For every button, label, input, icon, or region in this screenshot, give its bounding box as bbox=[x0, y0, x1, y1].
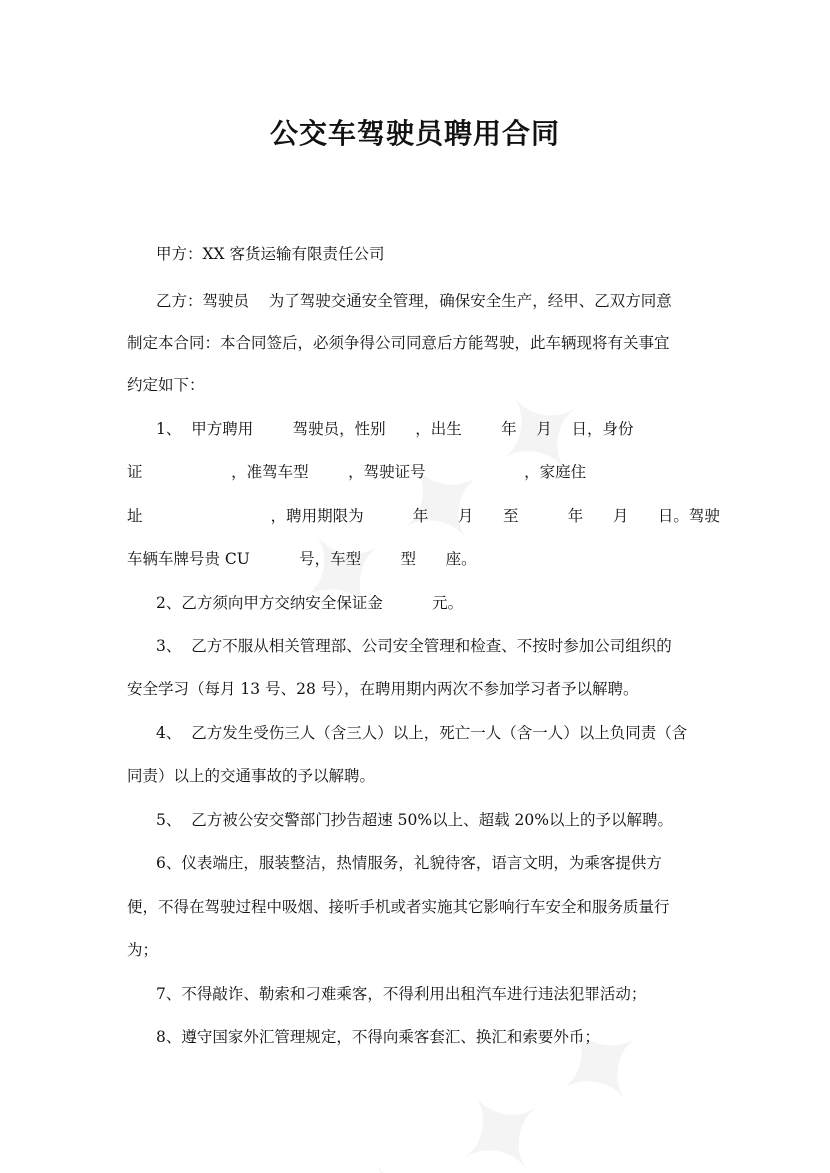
clause-4-line: 4、 乙方发生受伤三人（含三人）以上，死亡一人（含一人）以上负同责（含 bbox=[156, 724, 688, 742]
party-b-line: 乙方：驾驶员 为了驾驶交通安全管理，确保安全生产，经甲、乙双方同意 bbox=[156, 292, 672, 310]
document-title: 公交车驾驶员聘用合同 bbox=[269, 117, 560, 150]
clause-4-line: 同责）以上的交通事故的予以解聘。 bbox=[127, 767, 376, 785]
paragraph-line: 制定本合同：本合同签后，必须争得公司同意后方能驾驶，此车辆现将有关事宜 bbox=[127, 334, 670, 352]
clause-1-line: 址 ，聘用期限为 年 月 至 年 月 日。驾驶 bbox=[127, 507, 720, 525]
clause-3-line: 安全学习（每月 13 号、28 号），在聘用期内两次不参加学习者予以解聘。 bbox=[127, 680, 639, 698]
clause-2-line: 2、乙方须向甲方交纳安全保证金 元。 bbox=[156, 594, 464, 612]
clause-1-line: 1、 甲方聘用 驾驶员，性别 ，出生 年 月 日，身份 bbox=[156, 420, 634, 438]
clause-1-line: 证 ，准驾车型 ，驾驶证号 ，家庭住 bbox=[127, 463, 587, 481]
clause-6-line: 6、仪表端庄，服装整洁，热情服务，礼貌待客，语言文明，为乘客提供方 bbox=[156, 854, 662, 872]
clause-5-line: 5、 乙方被公安交警部门抄告超速 50%以上、超载 20%以上的予以解聘。 bbox=[156, 811, 673, 829]
party-a-line: 甲方：XX 客货运输有限责任公司 bbox=[156, 245, 385, 263]
clause-6-line: 便，不得在驾驶过程中吸烟、接听手机或者实施其它影响行车安全和服务质量行 bbox=[127, 898, 670, 916]
clause-3-line: 3、 乙方不服从相关管理部、公司安全管理和检查、不按时参加公司组织的 bbox=[156, 637, 672, 655]
paragraph-line: 约定如下： bbox=[127, 376, 205, 394]
clause-8-line: 8、遵守国家外汇管理规定，不得向乘客套汇、换汇和索要外币； bbox=[156, 1028, 600, 1046]
clause-6-line: 为； bbox=[127, 941, 159, 959]
clause-7-line: 7、不得敲诈、勒索和刁难乘客，不得利用出租汽车进行违法犯罪活动； bbox=[156, 985, 647, 1003]
clause-1-line: 车辆车牌号贵 CU 号，车型 型 座。 bbox=[127, 550, 477, 568]
